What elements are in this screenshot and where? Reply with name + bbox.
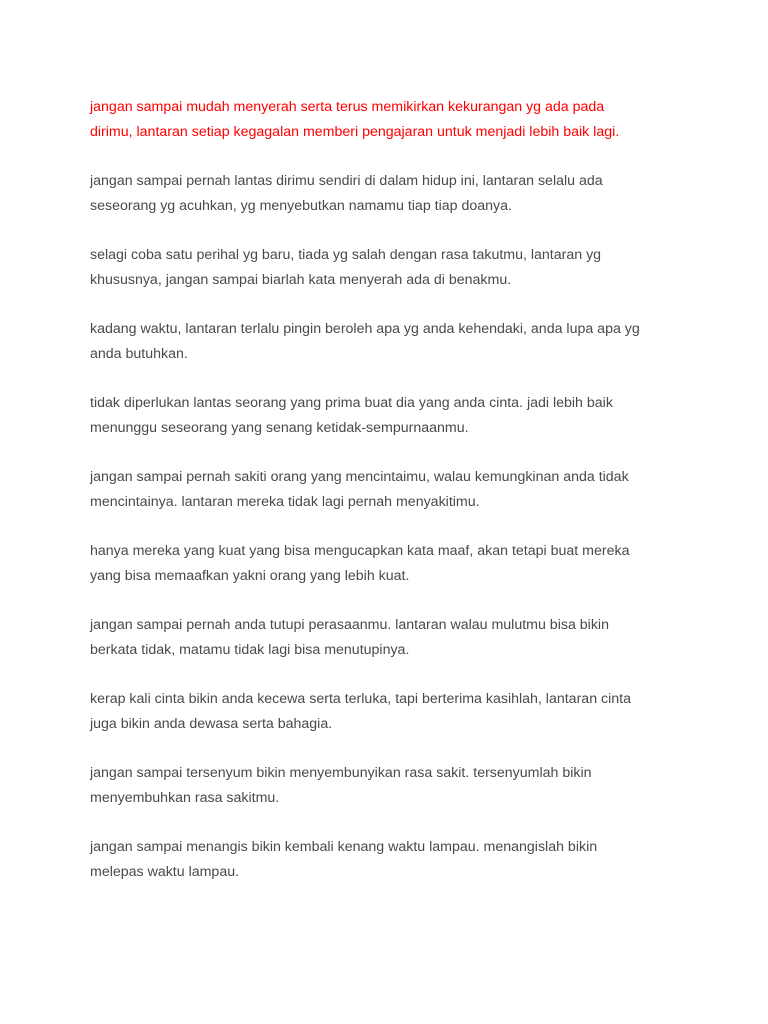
paragraph-line: selagi coba satu perihal yg baru, tiada yg salah dengan rasa takutmu, lantaran yg xyxy=(90,247,602,263)
paragraph xyxy=(90,243,690,292)
paragraph xyxy=(90,613,690,662)
paragraph-line: berkata tidak, matamu tidak lagi bisa menutupinya. xyxy=(90,641,410,658)
paragraph xyxy=(90,539,690,588)
paragraph-line: seseorang yg acuhkan, yg menyebutkan namamu tiap tiap doanya. xyxy=(90,197,512,214)
paragraph xyxy=(90,317,690,366)
paragraph-line: kadang waktu, lantaran terlalu pingin beroleh apa yg anda kehendaki, anda lupa apa yg xyxy=(90,321,640,337)
paragraph-line: jangan sampai pernah anda tutupi perasaanmu. lantaran walau mulutmu bisa bikin xyxy=(90,617,609,633)
paragraph-line: jangan sampai pernah lantas dirimu sendiri di dalam hidup ini, lantaran selalu ada xyxy=(90,173,603,189)
paragraph-line: menunggu seseorang yang senang ketidak-sempurnaanmu. xyxy=(90,419,469,436)
paragraph xyxy=(90,687,690,736)
paragraph-line: yang bisa memaafkan yakni orang yang lebih kuat. xyxy=(90,567,410,584)
paragraph-line: menyembuhkan rasa sakitmu. xyxy=(90,789,280,806)
paragraph-line: jangan sampai tersenyum bikin menyembunyikan rasa sakit. tersenyumlah bikin xyxy=(90,765,592,781)
paragraph-line: kerap kali cinta bikin anda kecewa serta terluka, tapi berterima kasihlah, lantaran cinta xyxy=(90,691,631,707)
paragraph-line: tidak diperlukan lantas seorang yang prima buat dia yang anda cinta. jadi lebih baik xyxy=(90,395,613,411)
paragraph-line: juga bikin anda dewasa serta bahagia. xyxy=(90,715,333,732)
paragraph xyxy=(90,835,690,884)
paragraph-line: khususnya, jangan sampai biarlah kata menyerah ada di benakmu. xyxy=(90,271,512,288)
document-body xyxy=(90,95,690,909)
paragraph-line: jangan sampai mudah menyerah serta terus memikirkan kekurangan yg ada pada xyxy=(90,99,605,115)
paragraph-line: jangan sampai pernah sakiti orang yang mencintaimu, walau kemungkinan anda tidak xyxy=(90,469,629,485)
paragraph xyxy=(90,761,690,810)
paragraph-line: dirimu, lantaran setiap kegagalan memberi pengajaran untuk menjadi lebih baik lagi. xyxy=(90,123,620,140)
paragraph xyxy=(90,169,690,218)
paragraph-highlighted xyxy=(90,95,690,144)
paragraph-line: anda butuhkan. xyxy=(90,345,188,362)
paragraph-line: hanya mereka yang kuat yang bisa mengucapkan kata maaf, akan tetapi buat mereka xyxy=(90,543,630,559)
paragraph-line: mencintainya. lantaran mereka tidak lagi pernah menyakitimu. xyxy=(90,493,480,510)
paragraph xyxy=(90,391,690,440)
paragraph-line: jangan sampai menangis bikin kembali kenang waktu lampau. menangislah bikin xyxy=(90,839,598,855)
paragraph-line: melepas waktu lampau. xyxy=(90,863,240,880)
paragraph xyxy=(90,465,690,514)
